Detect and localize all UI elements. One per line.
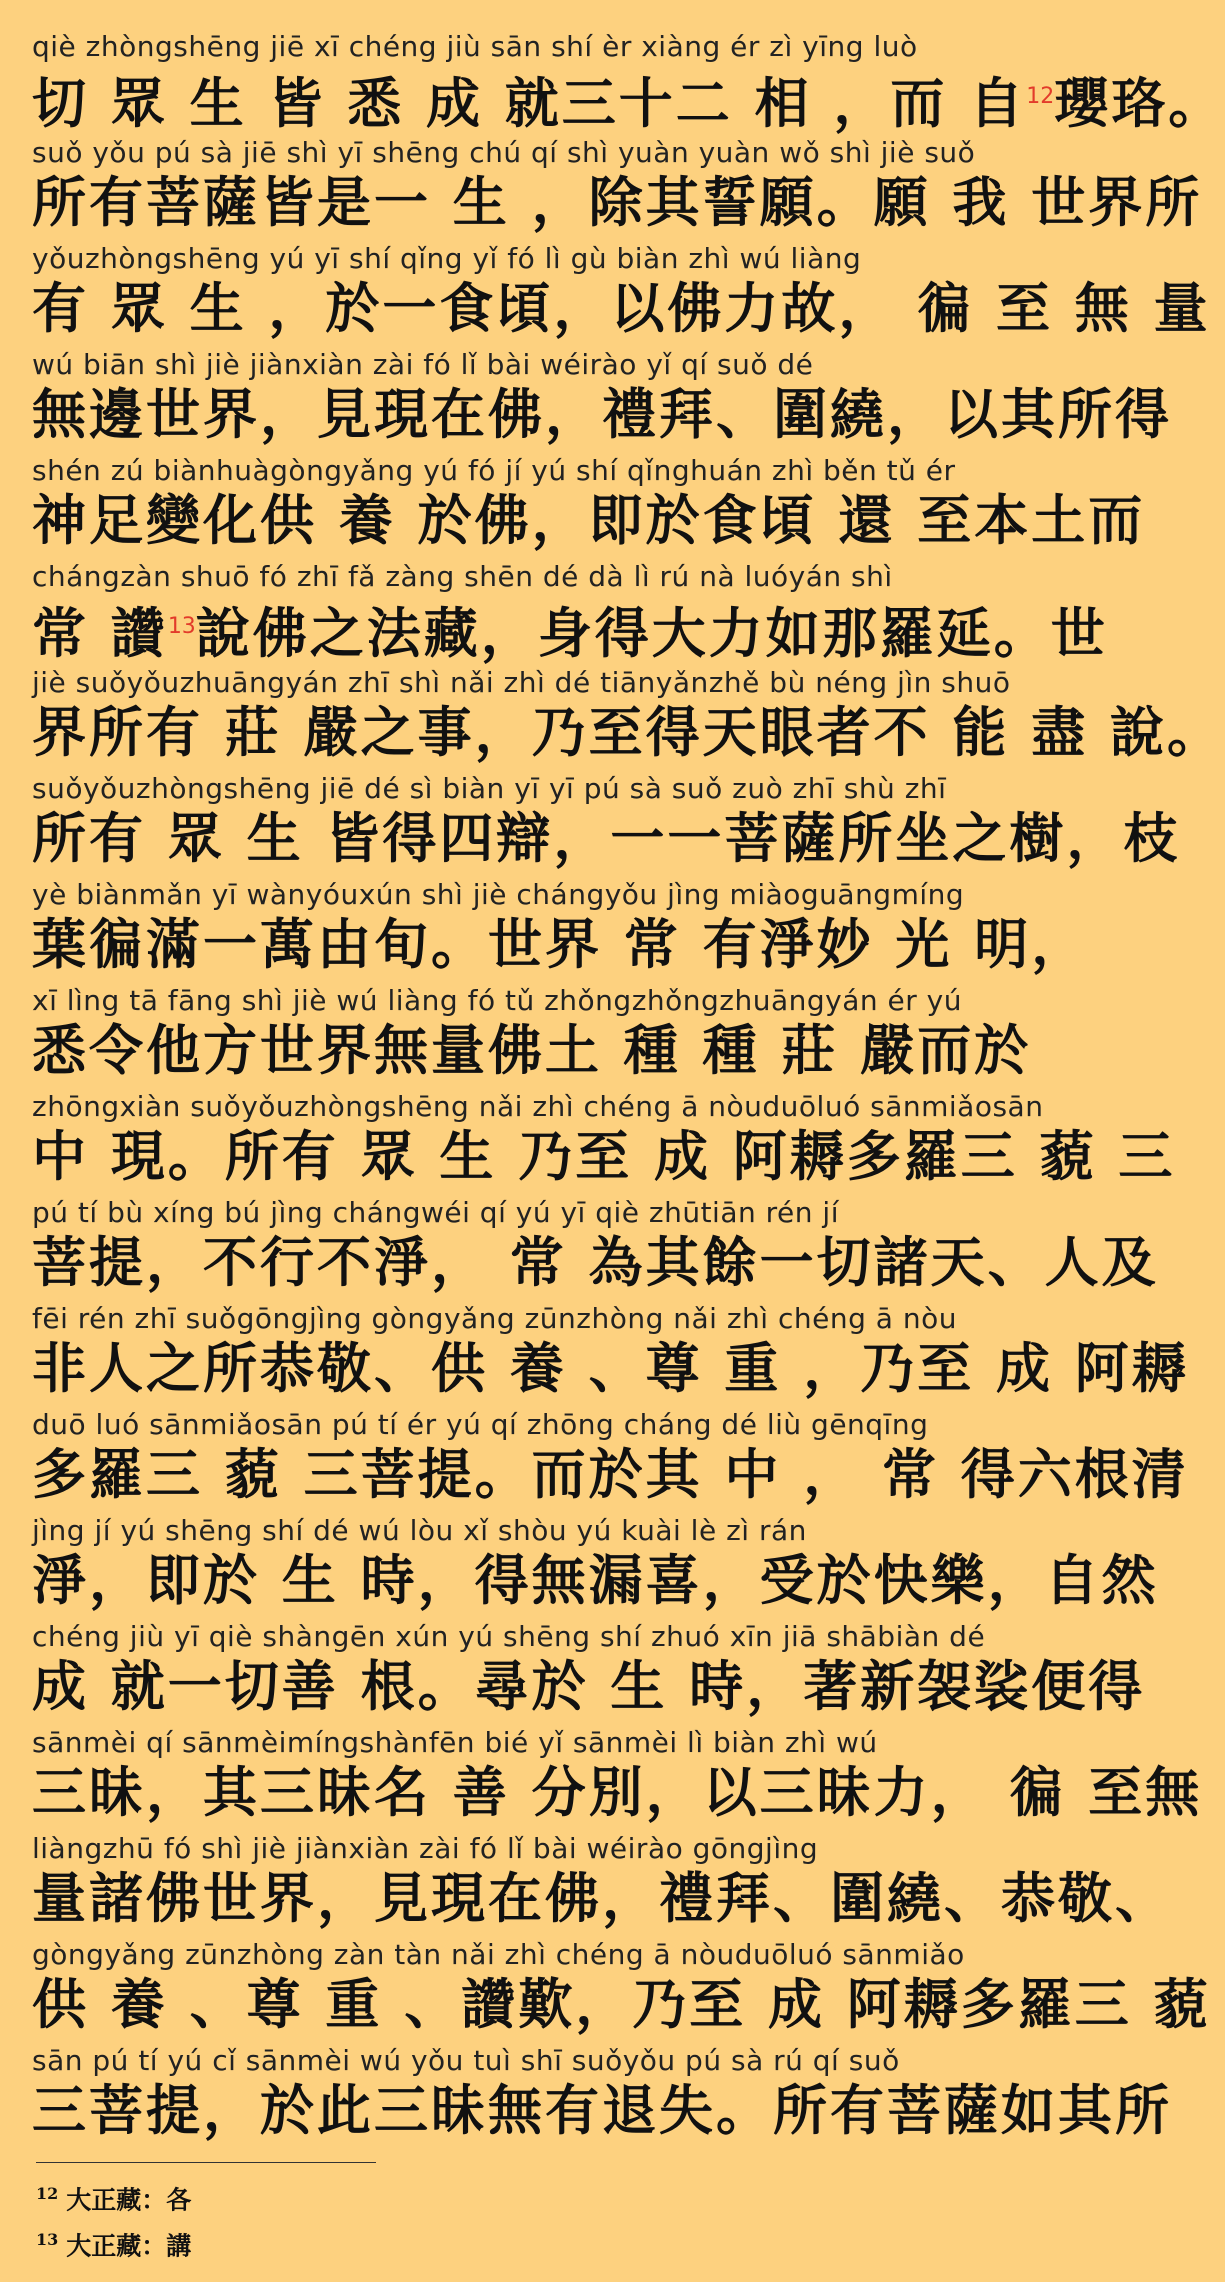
text-line	[0, 454, 1146, 560]
hanzi-text: 量諸佛世界，見現在佛，禮拜、圍繞、恭敬、	[32, 1867, 1172, 1930]
hanzi-line	[32, 488, 1146, 554]
hanzi-text: 三昧，其三昧名 善 分別，以三昧力， 徧 至無	[32, 1761, 1203, 1824]
hanzi-line	[32, 1336, 1189, 1402]
pinyin-line: jìng jí yú shēng shí dé wú lòu xǐ shòu yú kuài lè zì rán	[32, 1514, 807, 1547]
hanzi-text: 多羅三 藐 三菩提。而於其 中 ， 常 得六根清	[32, 1443, 1189, 1506]
hanzi-text: 常 讚	[32, 602, 168, 665]
footnote-ref[interactable]: 13	[167, 614, 196, 639]
pinyin-line: duō luó sānmiǎosān pú tí ér yú qí zhōng cháng dé liù gēnqīng	[32, 1408, 929, 1441]
hanzi-line	[32, 700, 1224, 766]
pinyin-line: jiè suǒyǒuzhuāngyán zhī shì nǎi zhì dé tiānyǎnzhě bù néng jìn shuō	[32, 666, 1011, 699]
hanzi-line	[32, 1124, 1176, 1190]
hanzi-line	[32, 1230, 1159, 1296]
text-line	[0, 1938, 1211, 2044]
text-line	[0, 242, 1211, 348]
pinyin-line: suǒyǒuzhòngshēng jiē dé sì biàn yī yī pú sà suǒ zuò zhī shù zhī	[32, 772, 947, 805]
text-line	[0, 560, 1108, 666]
footnote-ref[interactable]: 12	[1026, 84, 1055, 109]
pinyin-line: yè biànmǎn yī wànyóuxún shì jiè chángyǒu jìng miàoguāngmíng	[32, 878, 965, 911]
hanzi-text: 非人之所恭敬、供 養 、尊 重 ，乃至 成 阿耨	[32, 1337, 1189, 1400]
text-line	[0, 2044, 1172, 2150]
hanzi-text: 界所有 莊 嚴之事，乃至得天眼者不 能 盡 說。	[32, 701, 1224, 764]
hanzi-text: 所有 眾 生 皆得四辯，一一菩薩所坐之樹，枝	[32, 807, 1181, 870]
hanzi-line	[32, 382, 1172, 448]
hanzi-line	[32, 1654, 1146, 1720]
pinyin-line: fēi rén zhī suǒgōngjìng gòngyǎng zūnzhòng nǎi zhì chéng ā nòu	[32, 1302, 957, 1335]
hanzi-text: 切 眾 生 皆 悉 成 就三十二 相 ，而 自	[32, 72, 1027, 135]
hanzi-text: 淨，即於 生 時，得無漏喜，受於快樂，自然	[32, 1549, 1159, 1612]
hanzi-text: 悉令他方世界無量佛土 種 種 莊 嚴而於	[32, 1019, 1032, 1082]
hanzi-line	[32, 594, 1108, 665]
pinyin-line: qiè zhòngshēng jiē xī chéng jiù sān shí èr xiàng ér zì yīng luò	[32, 30, 918, 63]
pinyin-line: wú biān shì jiè jiànxiàn zài fó lǐ bài wéirào yǐ qí suǒ dé	[32, 348, 814, 381]
text-line	[0, 772, 1181, 878]
hanzi-line	[32, 1760, 1203, 1826]
hanzi-line	[32, 276, 1211, 342]
hanzi-text: 說佛之法藏，身得大力如那羅延。世	[195, 602, 1108, 665]
hanzi-text: 所有菩薩皆是一 生 ，除其誓願。願 我 世界所	[32, 171, 1203, 234]
text-line	[0, 1620, 1146, 1726]
text-line	[0, 666, 1224, 772]
hanzi-line	[32, 1018, 1080, 1084]
hanzi-text: 神足變化供 養 於佛，即於食頃 還 至本土而	[32, 489, 1146, 552]
hanzi-line	[32, 1442, 1189, 1508]
pinyin-line: suǒ yǒu pú sà jiē shì yī shēng chú qí shì yuàn yuàn wǒ shì jiè suǒ	[32, 136, 976, 169]
pinyin-line: sānmèi qí sānmèimíngshànfēn bié yǐ sānmèi lì biàn zhì wú	[32, 1726, 878, 1759]
text-line	[0, 1514, 1159, 1620]
pinyin-line: zhōngxiàn suǒyǒuzhòngshēng nǎi zhì chéng ā nòuduōluó sānmiǎosān	[32, 1090, 1044, 1123]
hanzi-line	[32, 2078, 1172, 2144]
pinyin-line: shén zú biànhuàgòngyǎng yú fó jí yú shí qǐnghuán zhì běn tǔ ér	[32, 454, 956, 487]
hanzi-text: 成 就一切善 根。尋於 生 時，著新袈裟便得	[32, 1655, 1146, 1718]
hanzi-text: 菩提，不行不淨， 常 為其餘一切諸天、人及	[32, 1231, 1159, 1294]
text-line	[0, 1832, 1172, 1938]
pinyin-line: yǒuzhòngshēng yú yī shí qǐng yǐ fó lì gù biàn zhì wú liàng	[32, 242, 862, 275]
text-line	[0, 984, 1080, 1090]
pinyin-line: pú tí bù xíng bú jìng chángwéi qí yú yī qiè zhūtiān rén jí	[32, 1196, 839, 1229]
hanzi-line	[32, 912, 1089, 978]
hanzi-line	[32, 170, 1203, 236]
hanzi-text: 瓔珞。	[1054, 72, 1225, 135]
hanzi-line	[32, 1972, 1211, 2038]
pinyin-line: liàngzhū fó shì jiè jiànxiàn zài fó lǐ bài wéirào gōngjìng	[32, 1832, 819, 1865]
text-line	[0, 878, 1089, 984]
footnote-12: $^{12}$ 大正藏：各	[36, 2184, 192, 2215]
hanzi-line	[32, 1866, 1172, 1932]
text-line	[0, 348, 1172, 454]
hanzi-line	[32, 806, 1181, 872]
text-line	[0, 136, 1203, 242]
hanzi-text: 葉徧滿一萬由旬。世界 常 有淨妙 光 明，	[32, 913, 1089, 976]
hanzi-line	[32, 1548, 1159, 1614]
pinyin-line: xī lìng tā fāng shì jiè wú liàng fó tǔ zhǒngzhǒngzhuāngyán ér yú	[32, 984, 962, 1017]
text-line	[0, 1408, 1189, 1514]
text-line	[0, 1302, 1189, 1408]
text-line	[0, 1196, 1159, 1302]
hanzi-text: 中 現。所有 眾 生 乃至 成 阿耨多羅三 藐 三	[32, 1125, 1176, 1188]
text-line	[0, 1726, 1203, 1832]
hanzi-text: 三菩提，於此三昧無有退失。所有菩薩如其所	[32, 2079, 1172, 2142]
text-lines	[0, 30, 1225, 2150]
hanzi-line	[32, 64, 1225, 135]
text-line	[0, 30, 1225, 136]
pinyin-line: chángzàn shuō fó zhī fǎ zàng shēn dé dà lì rú nà luóyán shì	[32, 560, 893, 593]
footnote-divider	[36, 2162, 376, 2163]
hanzi-text: 無邊世界，見現在佛，禮拜、圍繞，以其所得	[32, 383, 1172, 446]
pinyin-line: sān pú tí yú cǐ sānmèi wú yǒu tuì shī suǒyǒu pú sà rú qí suǒ	[32, 2044, 900, 2077]
pinyin-line: chéng jiù yī qiè shàngēn xún yú shēng shí zhuó xīn jiā shābiàn dé	[32, 1620, 986, 1653]
pinyin-line: gòngyǎng zūnzhòng zàn tàn nǎi zhì chéng ā nòuduōluó sānmiǎo	[32, 1938, 965, 1971]
footnote-13: $^{13}$ 大正藏：講	[36, 2230, 192, 2261]
hanzi-text: 有 眾 生 ，於一食頃，以佛力故， 徧 至 無 量	[32, 277, 1211, 340]
footnotes	[36, 2174, 191, 2267]
text-line	[0, 1090, 1176, 1196]
hanzi-text: 供 養 、尊 重 、讚歎，乃至 成 阿耨多羅三 藐	[32, 1973, 1211, 2036]
